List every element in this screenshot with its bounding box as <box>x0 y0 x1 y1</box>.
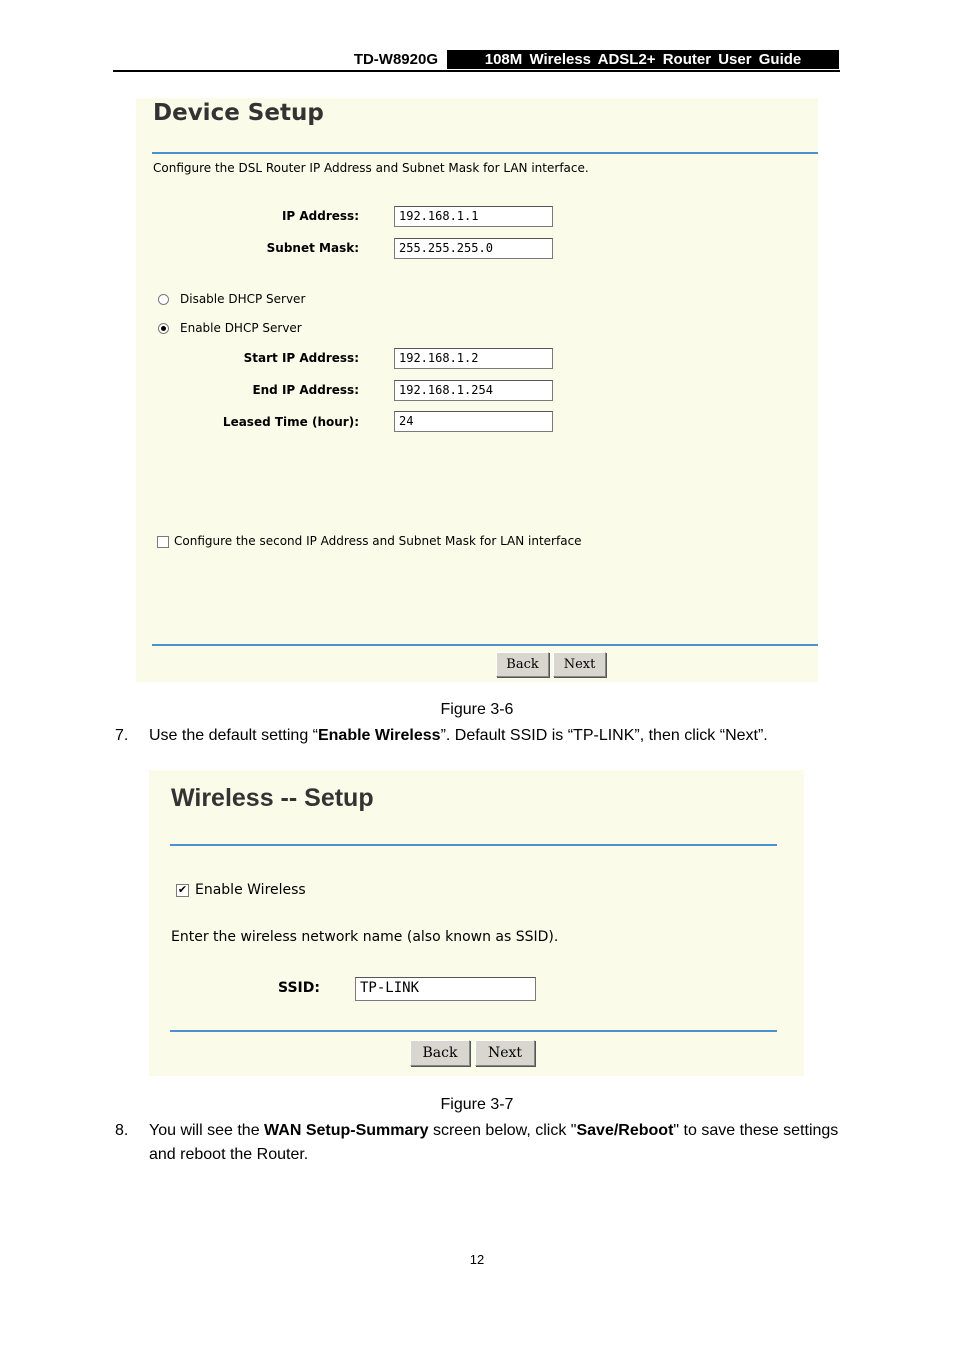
step-8-t1: You will see the <box>149 1122 265 1139</box>
device-setup-description: Configure the DSL Router IP Address and Subnet Mask for LAN interface. <box>153 161 589 175</box>
step-7-bold: Enable Wireless <box>317 727 441 744</box>
disable-dhcp-label: Disable DHCP Server <box>180 292 306 306</box>
wireless-setup-top-rule <box>170 844 777 846</box>
subnet-mask-input[interactable]: 255.255.255.0 <box>394 238 553 259</box>
ssid-prompt: Enter the wireless network name (also known as SSID). <box>171 929 559 945</box>
step-7-text <box>149 724 839 748</box>
step-8-b2: Save/Reboot <box>576 1122 674 1139</box>
enable-wireless-checkbox[interactable]: ✔ <box>177 884 188 896</box>
step-8-text <box>149 1119 839 1167</box>
second-ip-label: Configure the second IP Address and Subnet Mask for LAN interface <box>174 534 582 548</box>
start-ip-input[interactable]: 192.168.1.2 <box>394 348 553 369</box>
step-7-text-after: ”. Default SSID is “TP-LINK”, then click “Next”. <box>440 727 768 744</box>
end-ip-label: End IP Address: <box>252 383 359 397</box>
device-setup-back-button[interactable]: Back <box>496 652 549 677</box>
header-rule <box>113 70 840 72</box>
page-number: 12 <box>469 1252 485 1267</box>
wireless-setup-next-button[interactable]: Next <box>475 1040 535 1066</box>
second-ip-checkbox[interactable] <box>157 536 169 548</box>
wireless-setup-panel <box>149 770 804 1076</box>
wireless-setup-bottom-rule <box>170 1030 777 1032</box>
disable-dhcp-radio[interactable] <box>158 294 169 305</box>
step-8-t3: " to save these settings and reboot the Router. <box>149 1122 839 1163</box>
device-setup-bottom-rule <box>152 644 818 646</box>
leased-time-input[interactable]: 24 <box>394 411 553 432</box>
step-7-text-before: Use the default setting “ <box>149 727 318 744</box>
figure-3-6-caption: Figure 3-6 <box>440 701 514 718</box>
device-setup-next-button[interactable]: Next <box>553 652 606 677</box>
header-model: TD-W8920G <box>353 51 438 68</box>
header-title: 108M Wireless ADSL2+ Router User Guide <box>447 50 839 69</box>
leased-time-label: Leased Time (hour): <box>222 415 359 429</box>
end-ip-input[interactable]: 192.168.1.254 <box>394 380 553 401</box>
enable-wireless-label: Enable Wireless <box>195 882 306 898</box>
enable-dhcp-label: Enable DHCP Server <box>180 321 302 335</box>
wireless-setup-title: Wireless -- Setup <box>171 784 374 812</box>
step-8-number: 8. <box>115 1122 129 1139</box>
step-8-b1: WAN Setup-Summary <box>264 1122 429 1139</box>
step-8-t2: screen below, click " <box>428 1122 577 1139</box>
ip-address-input[interactable]: 192.168.1.1 <box>394 206 553 227</box>
ssid-input[interactable]: TP-LINK <box>355 977 536 1001</box>
wireless-setup-back-button[interactable]: Back <box>410 1040 470 1066</box>
device-setup-panel <box>136 98 818 682</box>
device-setup-title: Device Setup <box>153 100 324 126</box>
subnet-mask-label: Subnet Mask: <box>266 241 359 255</box>
figure-3-7-caption: Figure 3-7 <box>440 1096 514 1113</box>
step-7-number: 7. <box>115 727 129 744</box>
enable-dhcp-radio[interactable] <box>158 323 169 334</box>
device-setup-top-rule <box>152 152 818 154</box>
ssid-label: SSID: <box>278 980 320 996</box>
ip-address-label: IP Address: <box>281 209 359 223</box>
start-ip-label: Start IP Address: <box>243 351 359 365</box>
